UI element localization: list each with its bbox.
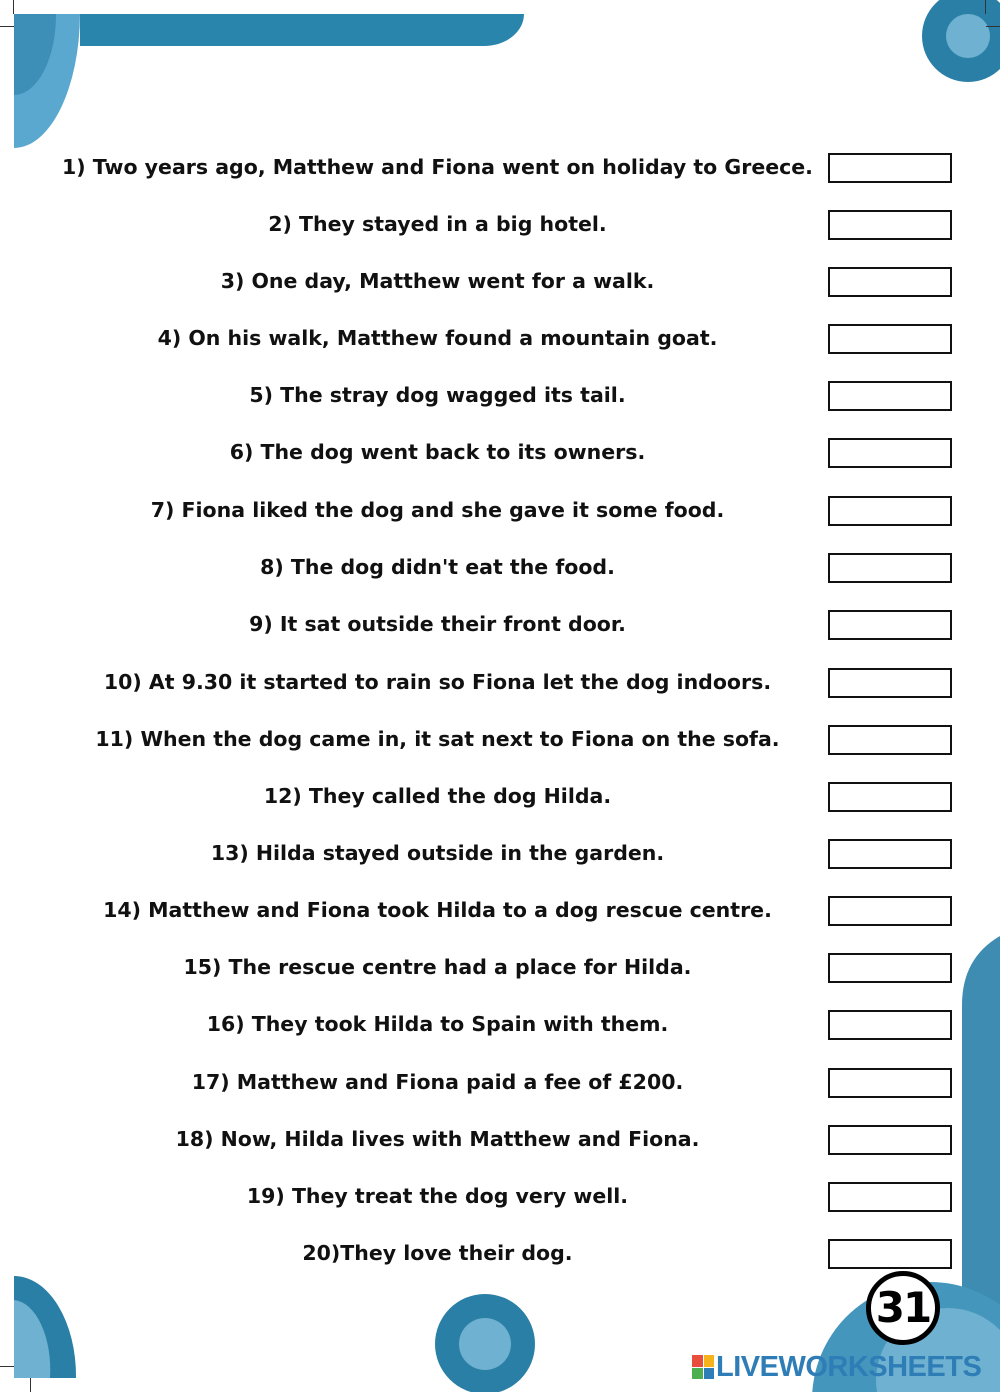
sentence-text: 15) The rescue centre had a place for Hilda.: [183, 955, 692, 979]
page-number-badge: 31: [866, 1271, 940, 1345]
list-item: [0, 266, 1000, 296]
list-item: [0, 1181, 1000, 1211]
list-item: [0, 380, 1000, 410]
sentence-text: 12) They called the dog Hilda.: [263, 784, 612, 808]
list-item: [0, 895, 1000, 925]
sentence-text: 9) It sat outside their front door.: [249, 612, 626, 636]
answer-box[interactable]: [828, 153, 952, 183]
list-item: [0, 209, 1000, 239]
list-item: [0, 323, 1000, 353]
sentence-text: 20)They love their dog.: [302, 1241, 573, 1265]
sentence-text: 4) On his walk, Matthew found a mountain goat.: [157, 326, 718, 350]
sentence-text: 5) The stray dog wagged its tail.: [249, 383, 626, 407]
answer-box[interactable]: [828, 438, 952, 468]
answer-box[interactable]: [828, 1239, 952, 1269]
answer-box[interactable]: [828, 324, 952, 354]
answer-box[interactable]: [828, 1182, 952, 1212]
sentence-text: 19) They treat the dog very well.: [246, 1184, 629, 1208]
answer-box[interactable]: [828, 782, 952, 812]
list-item: [0, 1067, 1000, 1097]
sentence-text: 11) When the dog came in, it sat next to Fiona on the sofa.: [95, 727, 780, 751]
answer-box[interactable]: [828, 725, 952, 755]
list-item: [0, 667, 1000, 697]
answer-box[interactable]: [828, 610, 952, 640]
list-item: [0, 952, 1000, 982]
answer-box[interactable]: [828, 553, 952, 583]
sentence-text: 17) Matthew and Fiona paid a fee of £200.: [191, 1070, 684, 1094]
list-item: [0, 1009, 1000, 1039]
sentence-text: 18) Now, Hilda lives with Matthew and Fiona.: [175, 1127, 700, 1151]
sentence-text: 1) Two years ago, Matthew and Fiona went on holiday to Greece.: [62, 155, 813, 179]
answer-box[interactable]: [828, 496, 952, 526]
sentence-text: 14) Matthew and Fiona took Hilda to a dog rescue centre.: [103, 898, 772, 922]
list-item: [0, 1124, 1000, 1154]
answer-box[interactable]: [828, 953, 952, 983]
answer-box[interactable]: [828, 1068, 952, 1098]
list-item: [0, 781, 1000, 811]
list-item: [0, 495, 1000, 525]
answer-box[interactable]: [828, 1010, 952, 1040]
sentence-text: 10) At 9.30 it started to rain so Fiona let the dog indoors.: [103, 670, 772, 694]
list-item: [0, 152, 1000, 182]
list-item: [0, 838, 1000, 868]
answer-box[interactable]: [828, 839, 952, 869]
liveworksheets-logo-icon: [692, 1355, 714, 1379]
sentence-text: 16) They took Hilda to Spain with them.: [206, 1012, 669, 1036]
brand-footer: [692, 1352, 981, 1382]
sentence-text: 3) One day, Matthew went for a walk.: [220, 269, 655, 293]
list-item: [0, 552, 1000, 582]
list-item: [0, 724, 1000, 754]
answer-box[interactable]: [828, 210, 952, 240]
list-item: [0, 437, 1000, 467]
list-item: [0, 609, 1000, 639]
brand-text: LIVEWORKSHEETS: [716, 1350, 982, 1383]
sentence-text: 8) The dog didn't eat the food.: [260, 555, 615, 579]
answer-box[interactable]: [828, 896, 952, 926]
sentence-text: 13) Hilda stayed outside in the garden.: [210, 841, 665, 865]
sentence-text: 2) They stayed in a big hotel.: [268, 212, 607, 236]
answer-box[interactable]: [828, 267, 952, 297]
answer-box[interactable]: [828, 668, 952, 698]
list-item: [0, 1238, 1000, 1268]
sentence-text: 6) The dog went back to its owners.: [229, 440, 646, 464]
answer-box[interactable]: [828, 1125, 952, 1155]
answer-box[interactable]: [828, 381, 952, 411]
sentence-text: 7) Fiona liked the dog and she gave it some food.: [150, 498, 725, 522]
